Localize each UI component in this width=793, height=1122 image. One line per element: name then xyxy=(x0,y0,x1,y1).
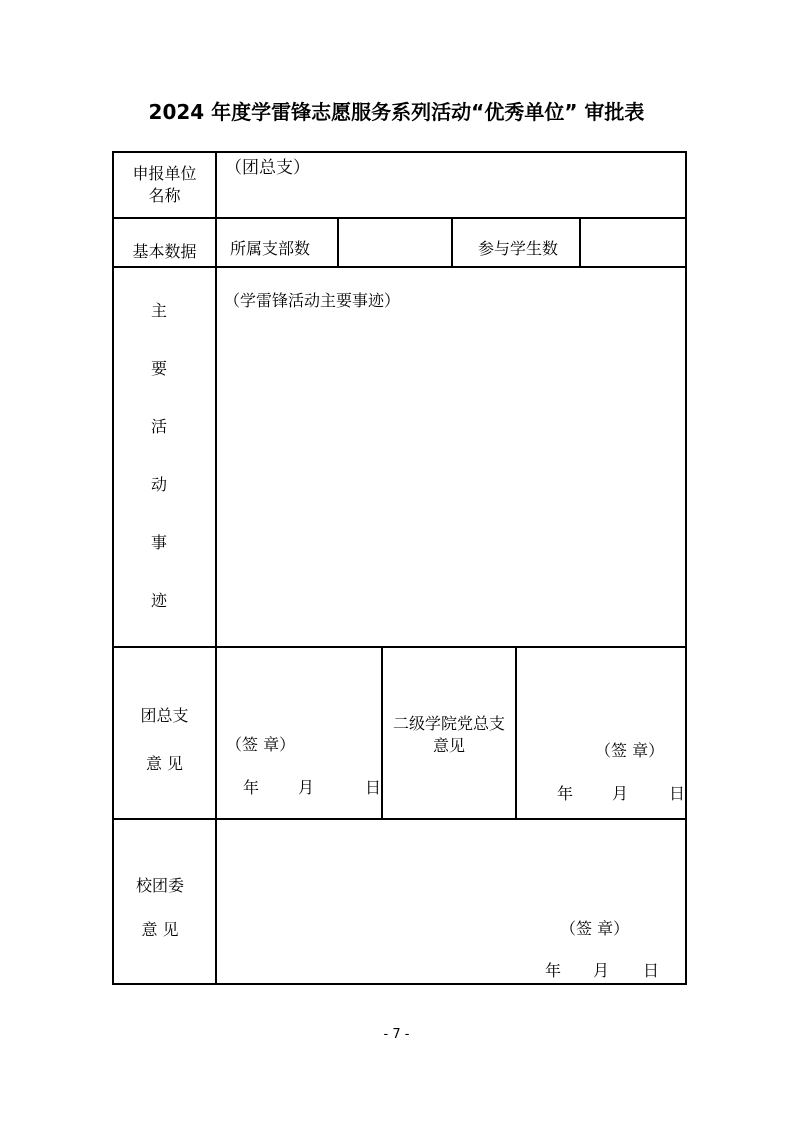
school-league-date-month: 月 xyxy=(593,961,610,980)
cell-divider xyxy=(579,217,581,268)
cell-divider xyxy=(451,217,453,268)
cell-divider xyxy=(337,217,339,268)
college-party-date-day: 日 xyxy=(669,784,686,803)
branch-count-input[interactable] xyxy=(345,238,445,260)
table-border-bottom xyxy=(112,983,687,985)
main-activities-label-char: 迹 xyxy=(150,591,167,610)
row-divider xyxy=(112,266,687,268)
main-activities-label-char: 主 xyxy=(150,301,167,320)
main-activities-label-char: 活 xyxy=(150,417,167,436)
table-border-top xyxy=(112,151,687,153)
applicant-unit-value[interactable]: （团总支） xyxy=(225,158,310,178)
school-league-date-year: 年 xyxy=(545,961,562,980)
main-activities-label-char: 要 xyxy=(150,359,167,378)
college-party-date-month: 月 xyxy=(612,784,629,803)
main-activities-input[interactable]: （学雷锋活动主要事迹） xyxy=(224,291,401,310)
college-party-signature[interactable]: （签 章） xyxy=(595,741,665,760)
school-league-signature[interactable]: （签 章） xyxy=(560,919,630,938)
table-border-left xyxy=(112,151,114,985)
table-border-right xyxy=(685,151,687,985)
main-activities-label-char: 动 xyxy=(150,475,167,494)
basic-data-label: 基本数据 xyxy=(132,242,197,261)
branch-count-label: 所属支部数 xyxy=(230,239,311,258)
student-count-input[interactable] xyxy=(588,238,678,260)
college-party-opinion-label: 二级学院党总支 意见 xyxy=(392,714,505,755)
applicant-unit-label: 申报单位 名称 xyxy=(132,164,197,205)
row-divider xyxy=(112,646,687,648)
league-branch-opinion-label: 团总支 意 见 xyxy=(140,706,189,773)
row-divider xyxy=(112,818,687,820)
league-branch-date-month: 月 xyxy=(298,778,315,797)
student-count-label: 参与学生数 xyxy=(478,239,559,258)
cell-divider xyxy=(515,646,517,820)
page-number: - 7 - xyxy=(383,1027,410,1042)
page-title: 2024 年度学雷锋志愿服务系列活动“优秀单位” 审批表 xyxy=(148,100,645,124)
school-league-date-day: 日 xyxy=(643,961,660,980)
school-league-opinion-label: 校团委 意 见 xyxy=(135,876,184,939)
league-branch-date-year: 年 xyxy=(243,778,260,797)
label-column-divider xyxy=(215,151,217,985)
league-branch-signature[interactable]: （签 章） xyxy=(226,735,296,754)
row-divider xyxy=(112,217,687,219)
college-party-date-year: 年 xyxy=(557,784,574,803)
league-branch-date-day: 日 xyxy=(365,778,382,797)
main-activities-label-char: 事 xyxy=(150,533,167,552)
